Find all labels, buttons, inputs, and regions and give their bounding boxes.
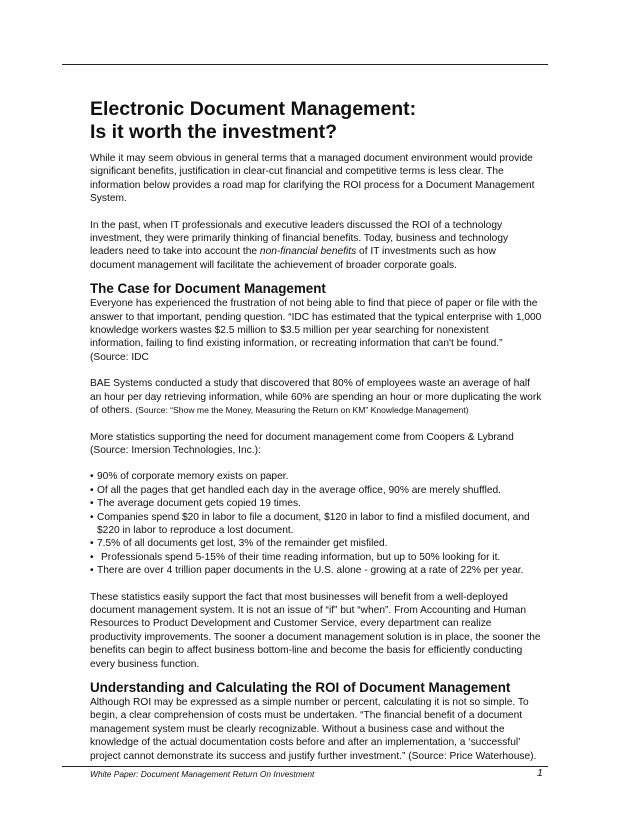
case-paragraph-1: Everyone has experienced the frustration of not being able to find that piece of paper or file with the answer to that important, pending question. “IDC has estimated that the typical enterprise with 1,000 knowledge workers wastes $2.5 million to $3.5 million per year searching for nonexistent information, failing to find existing information, or recreating information that can't be found.” (Source: IDC xyxy=(90,298,542,363)
bullet-icon: • xyxy=(90,498,94,510)
list-item: • 90% of corporate memory exists on paper. xyxy=(90,471,289,483)
case-p2-source: (Source: “Show me the Money, Measuring the Return on KM” Knowledge Management) xyxy=(135,405,469,416)
list-item: • Companies spend $20 in labor to file a document, $120 in labor to find a misfiled document, and $220 in labor to reproduce a lost document. xyxy=(90,511,530,536)
bullet-icon: • xyxy=(90,565,94,577)
intro-p2-emphasis: non-financial benefits xyxy=(259,246,357,258)
list-item: • 7.5% of all documents get lost, 3% of the remainder get misfiled. xyxy=(90,538,388,550)
footer-rule xyxy=(62,766,548,767)
section-heading-roi: Understanding and Calculating the ROI of Document Management xyxy=(90,680,511,695)
bullet-icon: • xyxy=(90,538,94,550)
case-paragraph-2 xyxy=(90,377,542,417)
roi-paragraph-1: Although ROI may be expressed as a simple number or percent, calculating it is not so simple. To begin, a clear comprehension of costs must be undertaken. “The financial benefit of a document management system must be clearly recognizable. Without a business case and without the knowledge of the actual documentation costs before and after an implementation, a ‘successful’ project cannot demonstrate its success and justify further investment.” (Source: Price Waterhouse). xyxy=(90,697,537,762)
document-body xyxy=(90,98,542,763)
list-item: • The average document gets copied 19 times. xyxy=(90,498,301,510)
section-heading-case: The Case for Document Management xyxy=(90,281,326,297)
bullet-icon: • xyxy=(90,551,94,563)
footer-title: White Paper: Document Management Return On Investment xyxy=(90,769,315,779)
document-title xyxy=(90,98,542,144)
intro-paragraph-1: While it may seem obvious in general terms that a managed document environment would provide significant benefits, justification in clear-cut financial and competitive terms is less clear. The information below provides a road map for clarifying the ROI process for a Document Management System. xyxy=(90,153,535,205)
header-rule xyxy=(62,64,548,65)
intro-p2-start: In the past, when IT professionals and executive leaders discussed the ROI of a technology investment, they were primarily thinking of financial benefits. Today, business and technology leaders need to take into account the xyxy=(90,219,509,258)
title-line-2: Is it worth the investment? xyxy=(90,121,338,143)
list-item: • Of all the pages that get handled each day in the average office, 90% are merely shuffled. xyxy=(90,484,501,496)
title-line-1: Electronic Document Management: xyxy=(90,98,417,120)
statistics-list xyxy=(90,470,542,577)
case-p2-text: BAE Systems conducted a study that discovered that 80% of employees waste an average of half an hour per day retrieving information, while 60% are spending an hour or more duplicating the work of others. xyxy=(90,378,542,417)
list-item: • Professionals spend 5-15% of their time reading information, but up to 50% looking for it. xyxy=(90,551,501,563)
list-item: • There are over 4 trillion paper documents in the U.S. alone - growing at a rate of 22% per year. xyxy=(90,565,524,577)
case-paragraph-3: More statistics supporting the need for document management come from Coopers & Lybrand (Source: Imersion Technologies, Inc.): xyxy=(90,431,514,456)
bullet-icon: • xyxy=(90,511,94,523)
intro-p2-end: of IT investments such as how document management will facilitate the achievement of broader corporate goals. xyxy=(90,246,496,271)
case-paragraph-4: These statistics easily support the fact that most businesses will benefit from a well-deployed document management system. It is not an issue of “if” but “when”. From Accounting and Human Resources to Product Development and Customer Service, every department can realize productivity improvements. The sooner a document management solution is in place, the sooner the benefits can begin to affect business bottom-line and become the basis for efficiently conducting every business function. xyxy=(90,591,541,670)
bullet-icon: • xyxy=(90,484,94,496)
bullet-icon: • xyxy=(90,471,94,483)
intro-paragraph-2 xyxy=(90,219,542,273)
page-number: 1 xyxy=(537,767,543,779)
